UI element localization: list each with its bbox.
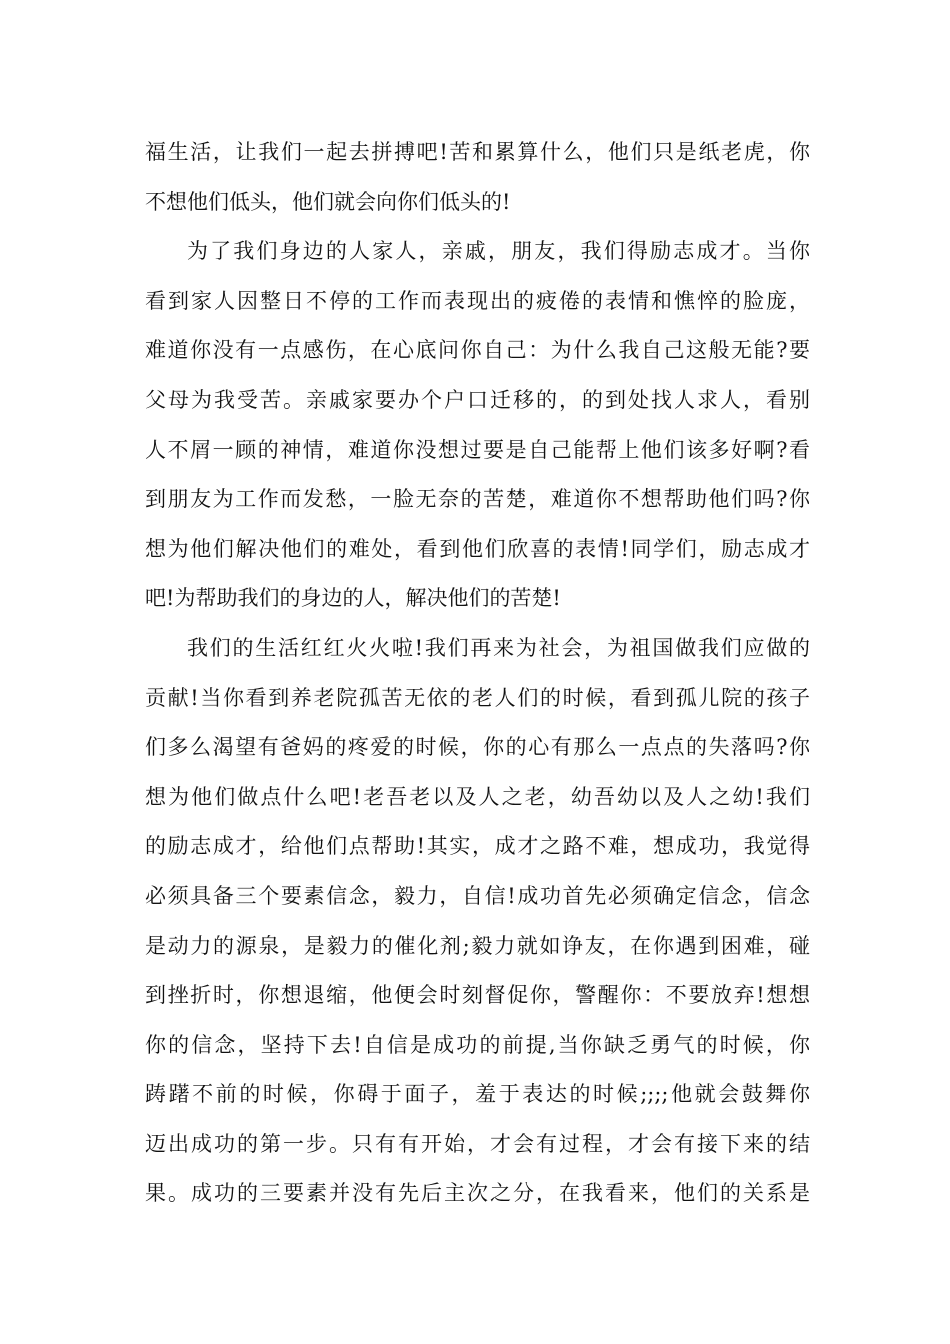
- text-line: 必须具备三个要素信念，毅力，自信!成功首先必须确定信念，信念: [145, 883, 810, 908]
- text-line: 果。成功的三要素并没有先后主次之分，在我看来，他们的关系是: [145, 1181, 810, 1206]
- text-line: 你的信念，坚持下去!自信是成功的前提,当你缺乏勇气的时候，你: [145, 1032, 810, 1057]
- paragraph: [145, 128, 810, 227]
- text-line: 迈出成功的第一步。只有有开始，才会有过程，才会有接下来的结: [145, 1131, 810, 1156]
- text-line: 想为他们解决他们的难处，看到他们欣喜的表情!同学们，励志成才: [145, 536, 810, 561]
- text-line: 为了我们身边的人家人，亲戚，朋友，我们得励志成才。当你: [187, 239, 810, 264]
- paragraph: [145, 227, 810, 624]
- text-line: 我们的生活红红火火啦!我们再来为社会，为祖国做我们应做的: [187, 635, 810, 660]
- text-line: 踌躇不前的时候，你碍于面子，羞于表达的时候;;;;他就会鼓舞你: [145, 1082, 810, 1107]
- text-line: 看到家人因整日不停的工作而表现出的疲倦的表情和憔悴的脸庞，: [145, 288, 810, 313]
- text-line: 难道你没有一点感伤，在心底问你自己：为什么我自己这般无能?要: [145, 338, 810, 363]
- text-line: 想为他们做点什么吧!老吾老以及人之老，幼吾幼以及人之幼!我们: [145, 784, 810, 809]
- text-line: 到挫折时，你想退缩，他便会时刻督促你，警醒你：不要放弃!想想: [145, 983, 810, 1008]
- text-line: 吧!为帮助我们的身边的人，解决他们的苦楚!: [145, 586, 561, 611]
- text-line: 不想他们低头，他们就会向你们低头的!: [145, 189, 511, 214]
- document-body: [145, 128, 810, 1219]
- text-line: 到朋友为工作而发愁，一脸无奈的苦楚，难道你不想帮助他们吗?你: [145, 487, 810, 512]
- text-line: 的励志成才，给他们点帮助!其实，成才之路不难，想成功，我觉得: [145, 834, 810, 859]
- text-line: 福生活，让我们一起去拼搏吧!苦和累算什么，他们只是纸老虎，你: [145, 140, 810, 164]
- text-line: 们多么渴望有爸妈的疼爱的时候，你的心有那么一点点的失落吗?你: [145, 735, 810, 760]
- text-line: 父母为我受苦。亲戚家要办个户口迁移的，的到处找人求人，看别: [145, 387, 810, 412]
- text-line: 贡献!当你看到养老院孤苦无依的老人们的时候，看到孤儿院的孩子: [145, 685, 810, 710]
- paragraph: [145, 624, 810, 1219]
- text-line: 是动力的源泉，是毅力的催化剂;毅力就如诤友，在你遇到困难，碰: [145, 933, 810, 958]
- text-line: 人不屑一顾的神情，难道你没想过要是自己能帮上他们该多好啊?看: [145, 437, 810, 462]
